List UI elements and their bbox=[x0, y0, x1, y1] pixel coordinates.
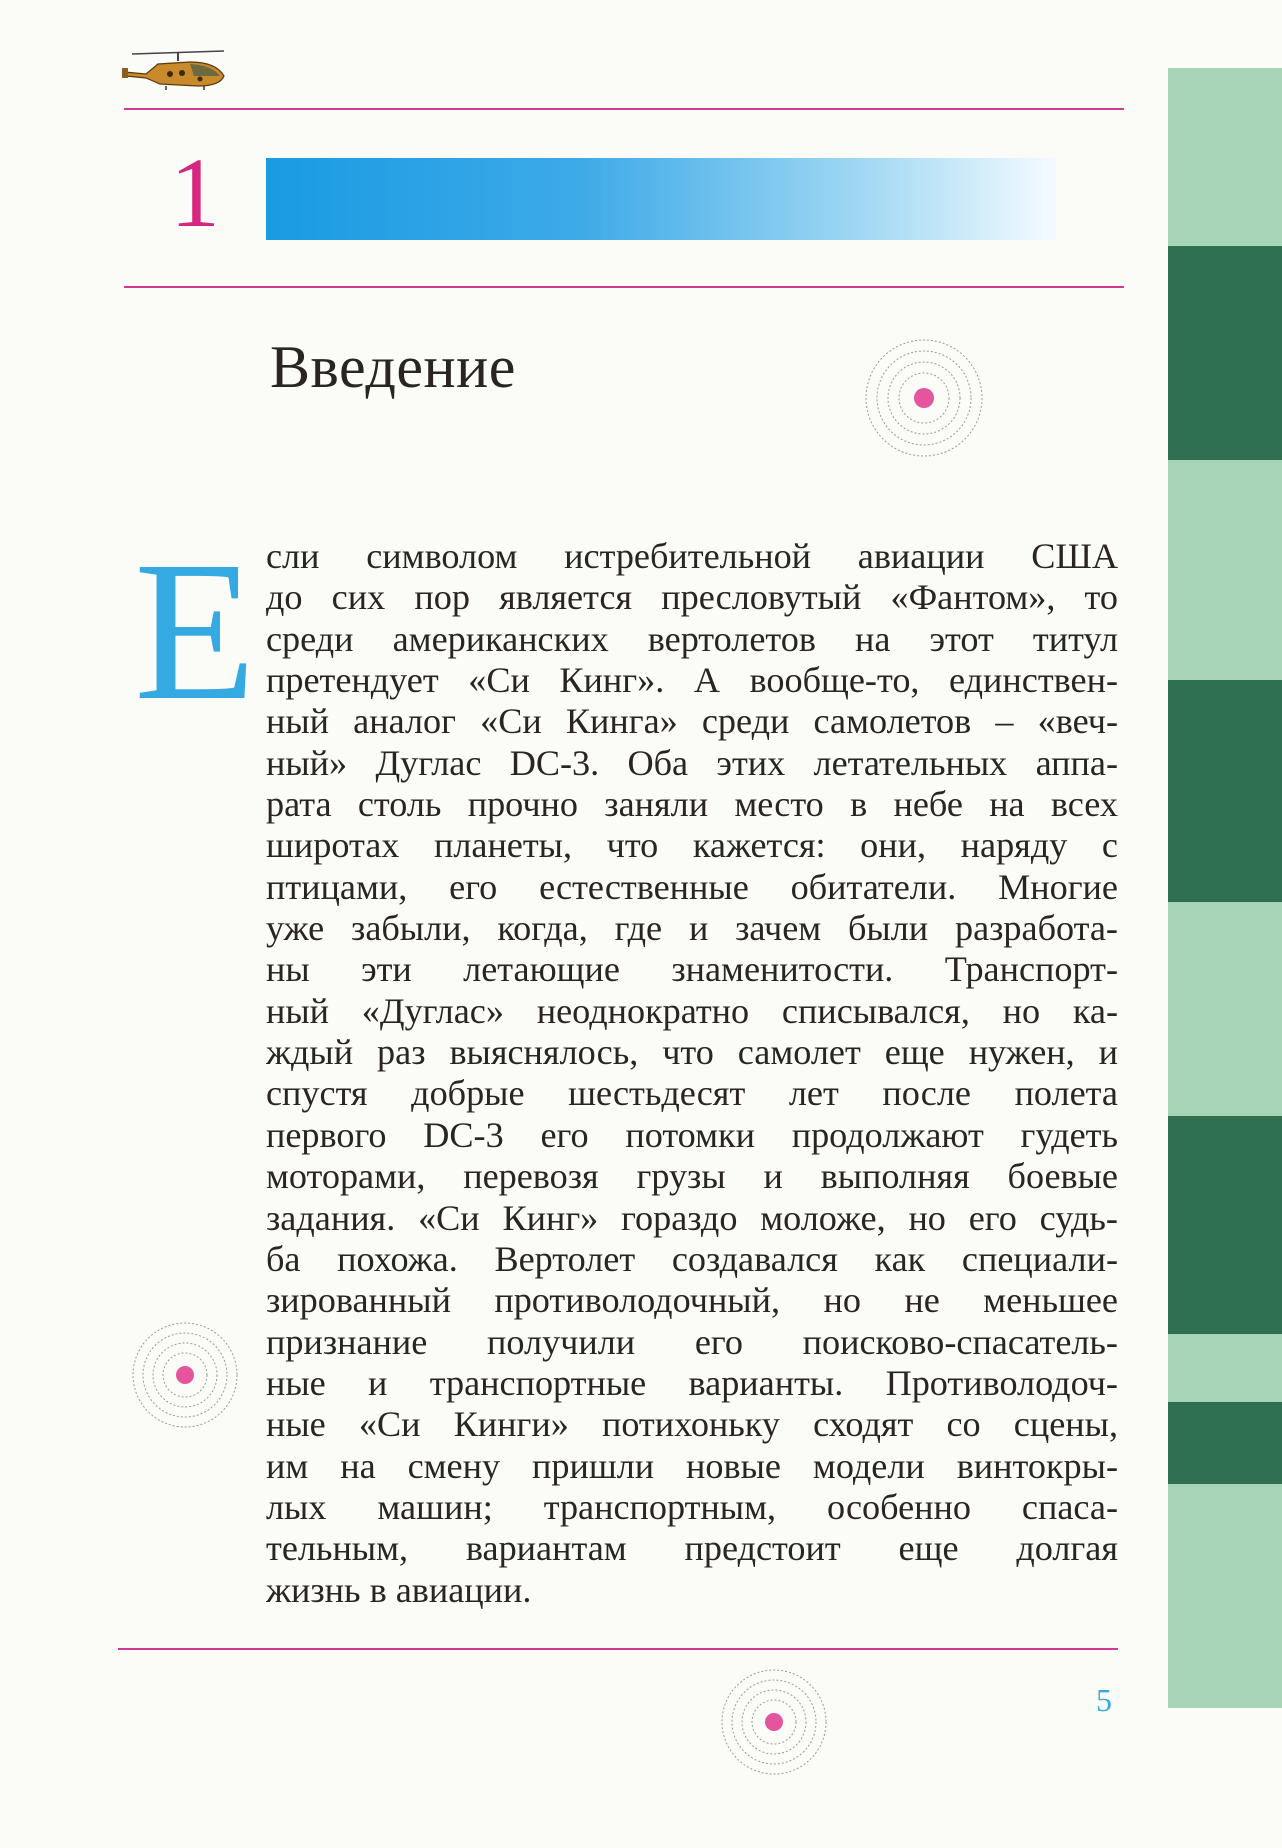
text-line: зированный противолодочный, но не меньшее bbox=[266, 1280, 1118, 1321]
text-line: жизнь в авиации. bbox=[266, 1569, 532, 1610]
footer-rule bbox=[118, 1648, 1118, 1650]
text-line: лых машин; транспортным, особенно спаса- bbox=[266, 1486, 1118, 1527]
stripe-light bbox=[1168, 1484, 1282, 1708]
text-line: задания. «Си Кинг» гораздо моложе, но его судь- bbox=[266, 1197, 1118, 1238]
stripe-light bbox=[1168, 902, 1282, 1116]
text-line: среди американских вертолетов на этот титул bbox=[266, 618, 1118, 659]
text-line: моторами, перевозя грузы и выполняя боевые bbox=[266, 1156, 1118, 1197]
stripe-dark bbox=[1168, 246, 1282, 460]
helicopter-icon bbox=[120, 46, 232, 92]
body-paragraph bbox=[266, 536, 1118, 1611]
header-rule bbox=[124, 286, 1124, 288]
chapter-title: Введение bbox=[270, 334, 516, 400]
stripe-light bbox=[1168, 1334, 1282, 1402]
chapter-gradient-bar bbox=[266, 158, 1056, 240]
text-line: птицами, его естественные обитатели. Многие bbox=[266, 866, 1118, 907]
text-line: ный аналог «Си Кинга» среди самолетов – «веч- bbox=[266, 701, 1118, 742]
page-number: 5 bbox=[1096, 1682, 1112, 1718]
text-line: ждый раз выяснялось, что самолет еще нужен, и bbox=[266, 1032, 1118, 1073]
stripe-dark bbox=[1168, 680, 1282, 902]
text-line: спустя добрые шестьдесят лет после полета bbox=[266, 1073, 1118, 1114]
text-line: ба похожа. Вертолет создавался как специали- bbox=[266, 1238, 1118, 1279]
top-rule bbox=[124, 108, 1124, 110]
stripe-light bbox=[1168, 460, 1282, 680]
text-line: широтах планеты, что кажется: они, наряду с bbox=[266, 825, 1118, 866]
text-line: претендует «Си Кинг». А вообще-то, единствен- bbox=[266, 660, 1118, 701]
stripe-light bbox=[1168, 68, 1282, 246]
text-line: ны эти летающие знаменитости. Транспорт- bbox=[266, 949, 1118, 990]
text-line: рата столь прочно заняли место в небе на всех bbox=[266, 784, 1118, 825]
text-line: до сих пор является пресловутый «Фантом», то bbox=[266, 577, 1118, 618]
text-line: ный «Дуглас» неоднократно списывался, но ка- bbox=[266, 990, 1118, 1031]
target-icon bbox=[130, 1320, 240, 1430]
target-icon bbox=[862, 336, 986, 460]
stripe-dark bbox=[1168, 1402, 1282, 1484]
text-line: первого DC-3 его потомки продолжают гудеть bbox=[266, 1114, 1118, 1155]
text-line: уже забыли, когда, где и зачем были разработа- bbox=[266, 908, 1118, 949]
text-line: сли символом истребительной авиации США bbox=[266, 536, 1118, 576]
drop-cap: Е bbox=[134, 521, 257, 742]
text-line: признание получили его поисково-спасатель- bbox=[266, 1321, 1118, 1362]
text-line: им на смену пришли новые модели винтокры- bbox=[266, 1445, 1118, 1486]
target-icon bbox=[718, 1666, 830, 1778]
text-line: ные «Си Кинги» потихоньку сходят со сцены, bbox=[266, 1404, 1118, 1445]
text-line: тельным, вариантам предстоит еще долгая bbox=[266, 1528, 1118, 1569]
side-stripes bbox=[1168, 68, 1282, 1708]
chapter-number: 1 bbox=[170, 137, 220, 248]
text-line: ные и транспортные варианты. Противолодоч- bbox=[266, 1362, 1118, 1403]
stripe-dark bbox=[1168, 1116, 1282, 1334]
text-line: ный» Дуглас DC-3. Оба этих летательных аппа- bbox=[266, 742, 1118, 783]
